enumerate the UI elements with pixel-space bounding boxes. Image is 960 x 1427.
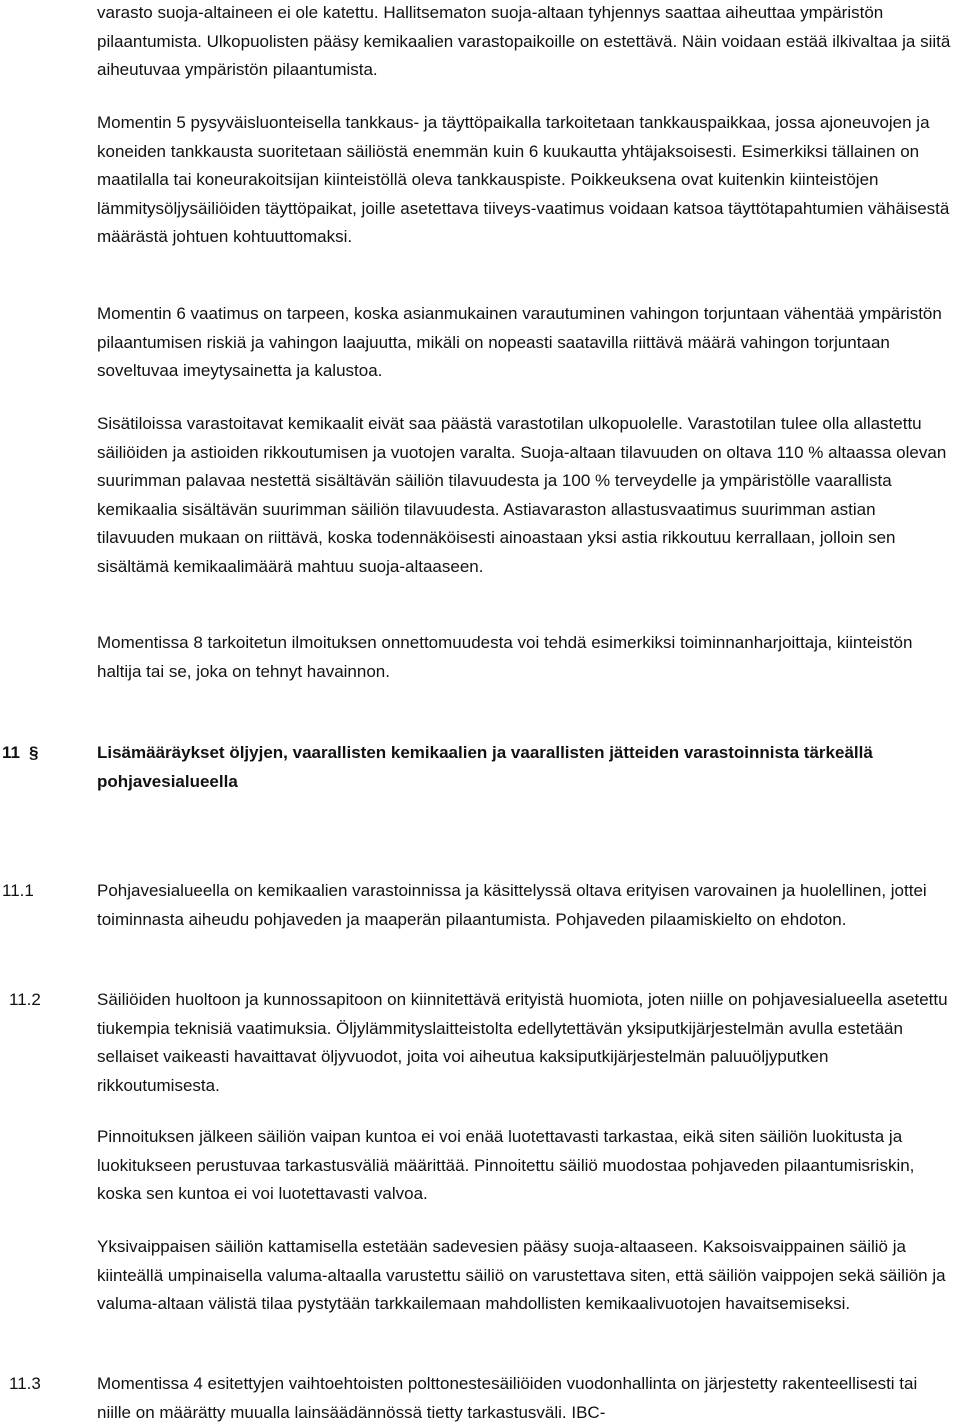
subsection-number: 11.3 — [9, 1374, 41, 1393]
subsection-number: 11.1 — [2, 881, 34, 900]
paragraph-momentti-5: Momentin 5 pysyväisluonteisella tankkaus- ja täyttöpaikalla tarkoitetaan tankkauspaikkaa, jossa ajoneuvojen ja koneiden tankkausta suoritetaan säiliöstä enemmän kuin 6 kuukautta yhtäjaksoisesti. Esimerkiksi tällainen on maatilalla tai koneurakoitsijan kiinteistöllä oleva tankkauspiste. Poikkeuksena ovat kuitenkin kiinteistöjen lämmitysöljysäiliöiden täyttöpaikat, joille asetettava tiiveys-vaatimus voidaan katsoa täyttötapahtumien vähäisestä määrästä johtuen kohtuuttomaksi. — [97, 113, 950, 247]
section-number: 11 § — [2, 743, 39, 762]
section-heading: Lisämääräykset öljyjen, vaarallisten kemikaalien ja vaarallisten jätteiden varastoinnista tärkeällä pohjavesialueella — [97, 743, 873, 791]
subsection-number: 11.2 — [9, 990, 41, 1009]
subsection-paragraph: Pinnoituksen jälkeen säiliön vaipan kuntoa ei voi enää luotettavasti tarkastaa, eikä siten säiliön luokitusta ja luokitukseen perustuvaa tarkastusväliä määrittää. Pinnoitettu säiliö muodostaa pohjaveden pilaantumisriskin, koska sen kuntoa ei voi luotettavasti valvoa. — [97, 1127, 915, 1204]
paragraph-momentti-6: Momentin 6 vaatimus on tarpeen, koska asianmukainen varautuminen vahingon torjuntaan vähentää ympäristön pilaantumisen riskiä ja vahingon laajuutta, mikäli on nopeasti saatavilla riittävä määrä vahingon torjuntaan soveltuvaa imeytysainetta ja kalustoa. — [97, 304, 942, 381]
paragraph-momentti-8: Momentissa 8 tarkoitetun ilmoituksen onnettomuudesta voi tehdä esimerkiksi toiminnanharjoittaja, kiinteistön haltija tai se, joka on tehnyt havainnon. — [97, 633, 913, 681]
paragraph-intro: varasto suoja-altaineen ei ole katettu. Hallitsematon suoja-altaan tyhjennys saattaa aiheuttaa ympäristön pilaantumista. Ulkopuolisten pääsy kemikaalien varastopaikoille on estettävä. Näin voidaan estää ilkivaltaa ja siitä aiheutuvaa ympäristön pilaantumista. — [97, 3, 951, 80]
subsection-paragraph: Pohjavesialueella on kemikaalien varastoinnissa ja käsittelyssä oltava erityisen varovainen ja huolellinen, jottei toiminnasta aiheudu pohjaveden ja maaperän pilaantumista. Pohjaveden pilaamiskielto on ehdoton. — [97, 881, 927, 929]
subsection-paragraph: Momentissa 4 esitettyjen vaihtoehtoisten polttonestesäiliöiden vuodonhallinta on järjestetty rakenteellisesti tai niille on määrätty muualla lainsäädännössä tietty tarkastusväli. IBC- — [97, 1374, 918, 1422]
subsection-paragraph: Säiliöiden huoltoon ja kunnossapitoon on kiinnitettävä erityistä huomiota, joten niille on pohjavesialueella asetettu tiukempia teknisiä vaatimuksia. Öljylämmityslaitteistolta edellytettävän yksiputkijärjestelmän avulla estetään sellaiset vaikeasti havaittavat öljyvuodot, joita voi aiheutua kaksiputkijärjestelmän paluuöljyputken rikkoutumisesta. — [97, 990, 948, 1095]
paragraph-sisatilat: Sisätiloissa varastoitavat kemikaalit eivät saa päästä varastotilan ulkopuolelle. Varastotilan tulee olla allastettu säiliöiden ja astioiden rikkoutumisen ja vuotojen varalta. Suoja-altaan tilavuuden on oltava 110 % altaassa olevan suurimman palavaa nestettä sisältävän säiliön tilavuudesta ja 100 % terveydelle ja ympäristölle vaarallista kemikaalia sisältävän suurimman säiliön tilavuudesta. Astiavaraston allastusvaatimus suurimman astian tilavuuden mukaan on riittävä, koska todennäköisesti ainoastaan yksi astia rikkoutuu kerrallaan, jolloin sen sisältämä kemikaalimäärä mahtuu suoja-altaaseen. — [97, 414, 947, 576]
subsection-paragraph: Yksivaippaisen säiliön kattamisella estetään sadevesien pääsy suoja-altaaseen. Kaksoisvaippainen säiliö ja kiinteällä umpinaisella valuma-altaalla varustettu säiliö on varustettava siten, että säiliön vaippojen sekä säiliön ja valuma-altaan välistä tilaa pystytään tarkkailemaan mahdollisten kemikaalivuotojen havaitsemiseksi. — [97, 1237, 946, 1314]
